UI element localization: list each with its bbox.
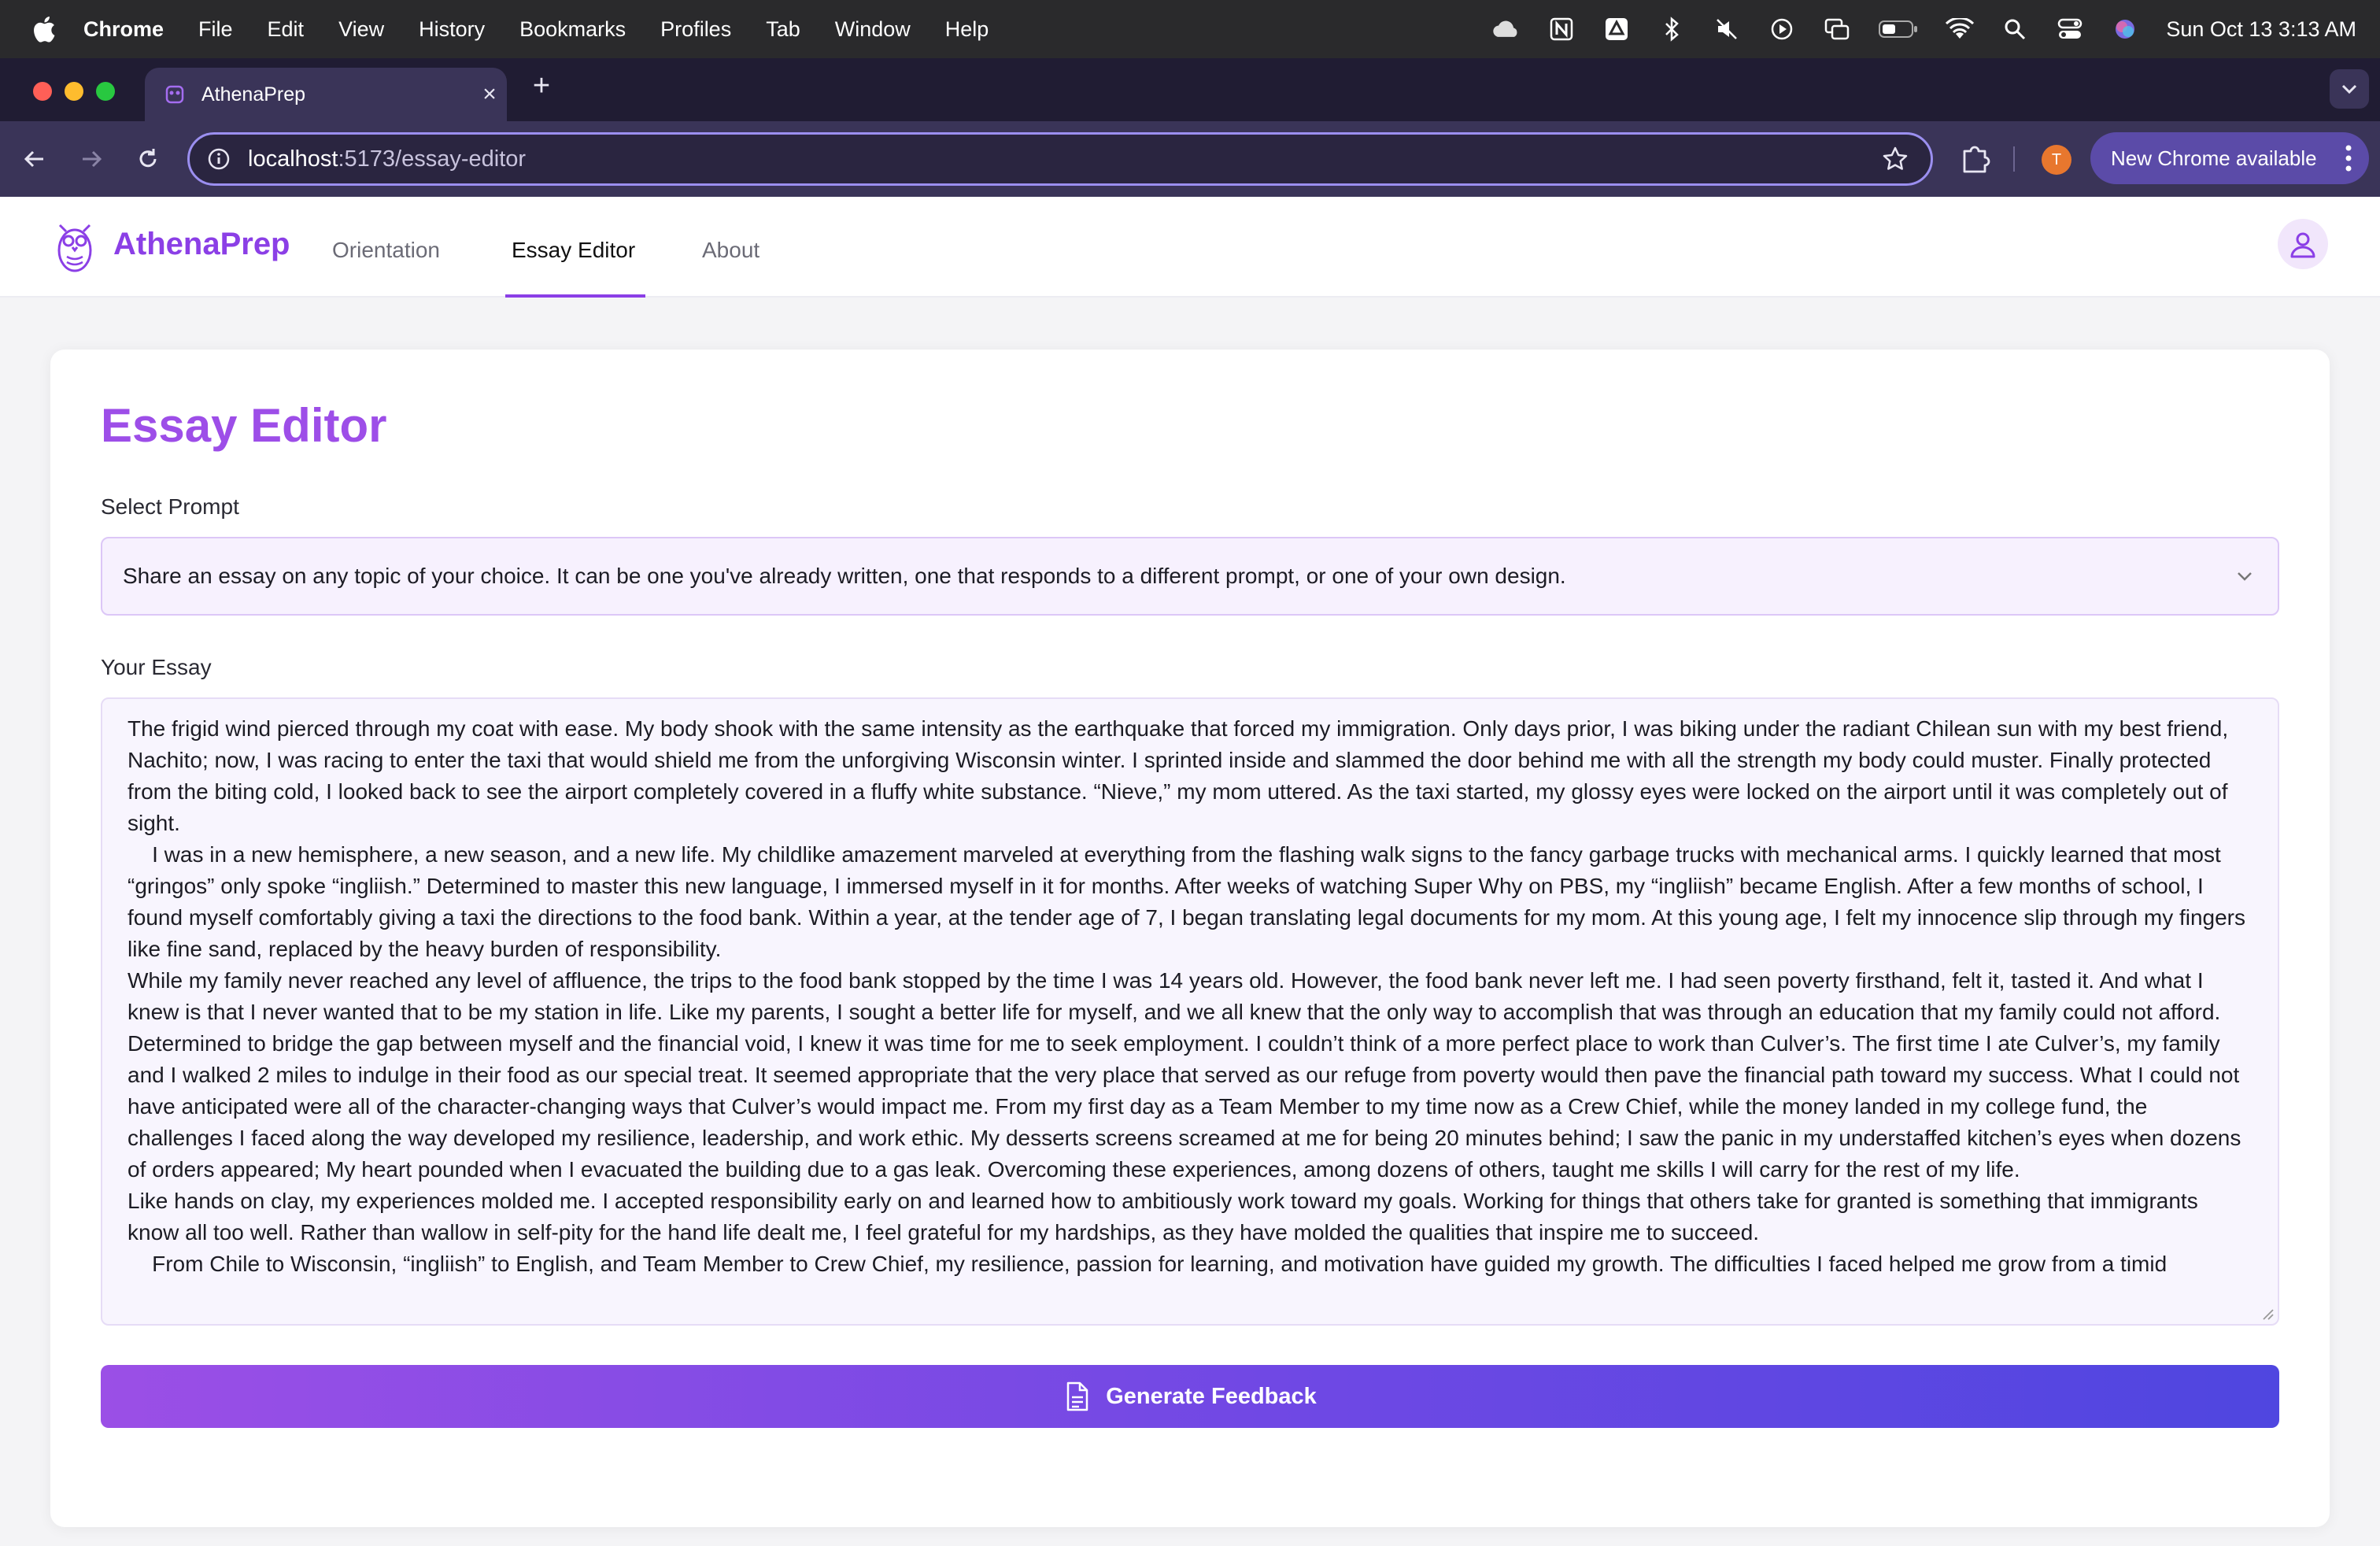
macos-menu-bar bbox=[0, 0, 2380, 58]
address-bar[interactable] bbox=[187, 132, 1933, 186]
chevron-down-icon bbox=[2340, 83, 2359, 95]
browser-tab-strip bbox=[0, 58, 2380, 121]
selected-prompt-text: Share an essay on any topic of your choice. It can be one you've already written, one that responds to a different prompt, or one of your own design. bbox=[123, 564, 1566, 588]
cloud-icon[interactable] bbox=[1492, 15, 1521, 43]
nav-tab-about[interactable]: About bbox=[702, 238, 760, 262]
menu-profiles[interactable]: Profiles bbox=[660, 17, 732, 41]
generate-feedback-button[interactable] bbox=[101, 1365, 2279, 1428]
resize-handle-icon[interactable] bbox=[2260, 1307, 2275, 1321]
tab-title: AthenaPrep bbox=[201, 83, 306, 105]
toolbar-divider bbox=[2013, 146, 2015, 172]
screen-mirror-icon[interactable] bbox=[1823, 15, 1851, 43]
document-icon bbox=[1063, 1381, 1090, 1411]
siri-icon[interactable] bbox=[2111, 15, 2139, 43]
search-icon[interactable] bbox=[2001, 15, 2029, 43]
arrow-left-icon bbox=[23, 147, 46, 171]
menu-window[interactable]: Window bbox=[834, 17, 911, 41]
window-close-button[interactable] bbox=[33, 82, 52, 101]
tab-close-icon[interactable]: × bbox=[482, 81, 497, 107]
menu-app-name[interactable]: Chrome bbox=[83, 17, 164, 41]
battery-icon[interactable] bbox=[1878, 15, 1919, 43]
user-icon bbox=[2288, 229, 2318, 259]
active-tab-indicator bbox=[505, 294, 645, 298]
chevron-down-icon bbox=[2234, 565, 2256, 587]
menu-bookmarks[interactable]: Bookmarks bbox=[519, 17, 626, 41]
forward-button[interactable] bbox=[72, 140, 110, 178]
menu-view[interactable]: View bbox=[338, 17, 385, 41]
browser-tab-athenaprep[interactable] bbox=[145, 68, 507, 121]
essay-editor-card bbox=[50, 350, 2330, 1527]
menubar-status-area bbox=[1492, 0, 2356, 58]
menu-tab[interactable]: Tab bbox=[766, 17, 800, 41]
window-minimize-button[interactable] bbox=[65, 82, 83, 101]
essay-text[interactable]: The frigid wind pierced through my coat with ease. My body shook with the same intensity as the earthquake that forced my immigration. Only days prior, I was biking under the radiant Chilean sun with my best friend, Nachito; now, I was racing to enter the taxi that would shield me from the unforgiving Wisconsin winter. I sprinted inside and slammed the door behind me with all the strength my body could muster. Finally protected from the biting cold, I looked back to see the airport completely covered in a fluffy white substance. “Nieve,” my mom uttered. As the taxi started, my glossy eyes were locked on the airport until it was completely out of sight. I was in a new hemisphere, a new season, and a new life. My childlike amazement marveled at everything from the flashing walk signs to the fancy garbage trucks with mechanical arms. I quickly learned that most “gringos” only spoke “ingliish.” Determined to master this new language, I immersed myself in it for months. After weeks of watching Super Why on PBS, my “ingliish” became English. After a few months of school, I found myself comfortably giving a taxi the directions to the food bank. Within a year, at the tender age of 7, I began translating legal documents for my mom. At this young age, I felt my innocence slip through my fingers like fine sand, replaced by the heavy burden of responsibility. While my family never reached any level of affluence, the trips to the food bank stopped by the time I was 14 years old. However, the food bank never left me. I had seen poverty firsthand, felt it, tasted it. And what I knew is that I never wanted that to be my station in life. Like my parents, I sought a better life for myself, and we all knew that the only way to accomplish that was through an education that my family could not afford. Determined to bridge the gap between myself and the financial void, I knew it was time for me to seek employment. I couldn’t think of a more perfect place to work than Culver’s. The first time I ate Culver’s, my family and I walked 2 miles to indulge in their food as our special treat. It seemed appropriate that the very place that served as our refuge from poverty would then pave the financial path toward my success. What I could not have anticipated were all of the character-changing ways that Culver’s would impact me. From my first day as a Team Member to my time now as a Crew Chief, while the money landed in my college fund, the challenges I faced along the way developed my resilience, leadership, and work ethic. My desserts screens screamed at me for being 20 minutes behind; I saw the panic in my understaffed kitchen’s eyes when dozens of orders appeared; My heart pounded when I evacuated the building due to a gas leak. Overcoming these experiences, among dozens of others, taught me skills I will carry for the rest of my life. Like hands on clay, my experiences molded me. I accepted responsibility early on and learned how to ambitiously work toward my goals. Working for things that others take for granted is something that immigrants know all too well. Rather than wallow in self-pity for the hand life dealt me, I feel grateful for my hardships, as they have molded the qualities that inspire me to succeed. From Chile to Wisconsin, “ingliish” to English, and Team Member to Crew Chief, my resilience, passion for learning, and motivation have guided my growth. The difficulties I faced helped me grow from a timid bbox=[128, 716, 2246, 1276]
puzzle-icon[interactable] bbox=[1958, 142, 1991, 175]
menubar-clock[interactable]: Sun Oct 13 3:13 AM bbox=[2166, 17, 2356, 41]
menu-help[interactable]: Help bbox=[944, 17, 989, 41]
new-chrome-available-button[interactable] bbox=[2090, 132, 2369, 184]
bluetooth-icon[interactable] bbox=[1658, 15, 1686, 43]
nav-tab-orientation[interactable]: Orientation bbox=[332, 238, 440, 262]
page-title: Essay Editor bbox=[101, 399, 387, 452]
star-icon[interactable] bbox=[1882, 146, 1909, 172]
brand-name[interactable]: AthenaPrep bbox=[113, 227, 290, 261]
generate-feedback-label: Generate Feedback bbox=[1106, 1383, 1317, 1409]
control-center-icon[interactable] bbox=[2056, 15, 2084, 43]
new-tab-button[interactable]: + bbox=[532, 69, 551, 102]
reload-icon bbox=[136, 147, 160, 171]
wifi-icon[interactable] bbox=[1946, 15, 1974, 43]
mute-icon[interactable] bbox=[1713, 15, 1741, 43]
nav-tab-essay-editor[interactable]: Essay Editor bbox=[512, 238, 636, 262]
your-essay-label: Your Essay bbox=[101, 655, 212, 679]
owl-logo-icon[interactable] bbox=[54, 220, 96, 274]
update-label: New Chrome available bbox=[2111, 146, 2317, 170]
site-info-icon[interactable] bbox=[207, 147, 231, 171]
arrow-right-icon bbox=[79, 147, 103, 171]
tab-search-button[interactable] bbox=[2330, 69, 2369, 109]
owl-favicon-icon bbox=[164, 83, 186, 105]
url-host: localhost bbox=[248, 146, 338, 172]
reload-button[interactable] bbox=[129, 140, 167, 178]
menu-edit[interactable]: Edit bbox=[267, 17, 305, 41]
apple-icon[interactable] bbox=[30, 14, 57, 44]
menu-file[interactable]: File bbox=[198, 17, 233, 41]
drive-icon[interactable] bbox=[1602, 15, 1631, 43]
window-zoom-button[interactable] bbox=[96, 82, 115, 101]
notion-icon[interactable] bbox=[1547, 15, 1576, 43]
essay-textarea[interactable] bbox=[101, 697, 2279, 1326]
user-avatar-button[interactable] bbox=[2278, 219, 2328, 269]
back-button[interactable] bbox=[16, 140, 54, 178]
app-header bbox=[0, 197, 2380, 298]
prompt-select[interactable] bbox=[101, 537, 2279, 616]
url-text[interactable] bbox=[248, 146, 1882, 172]
play-icon[interactable] bbox=[1768, 15, 1796, 43]
menu-history[interactable]: History bbox=[419, 17, 486, 41]
browser-toolbar bbox=[0, 121, 2380, 197]
url-path: :5173/essay-editor bbox=[338, 146, 527, 172]
chrome-profile-avatar[interactable]: T bbox=[2042, 145, 2071, 175]
kebab-menu-icon bbox=[2345, 143, 2352, 173]
select-prompt-label: Select Prompt bbox=[101, 494, 239, 519]
